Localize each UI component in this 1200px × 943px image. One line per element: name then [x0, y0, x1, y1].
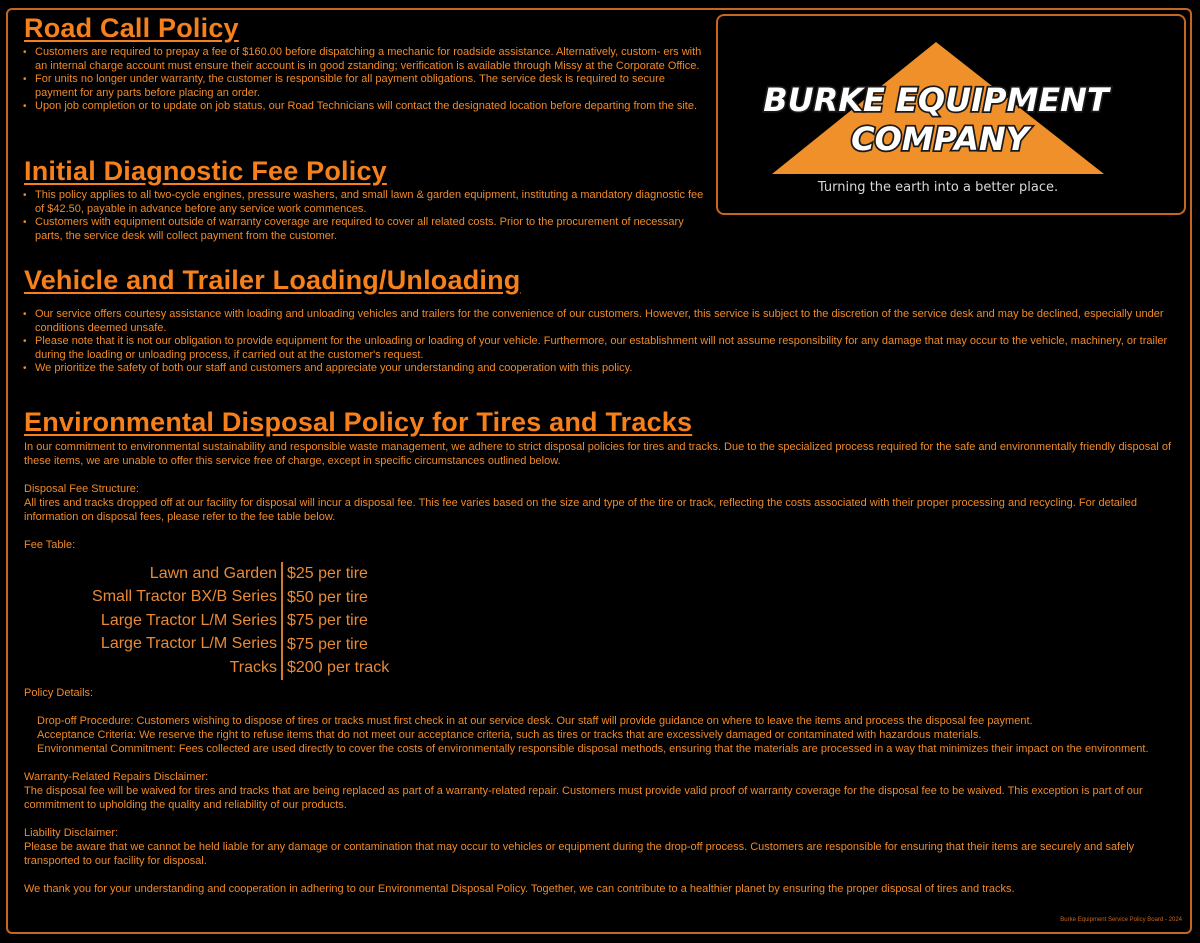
list-item: • Upon job completion or to update on job status, our Road Technicians will contact the designated location before departing from the site.	[24, 100, 710, 114]
logo-line2: COMPANY	[851, 120, 1029, 158]
policy-detail: Drop-off Procedure: Customers wishing to dispose of tires or tracks must first check in at our service desk. Our staff will provide guidance on where to leave the items and process the disposal fee payment.	[37, 715, 1033, 727]
fee-category: Small Tractor BX/B Series	[92, 588, 277, 606]
warranty-heading: Warranty-Related Repairs Disclaimer:	[24, 771, 209, 783]
fee-category: Large Tractor L/M Series	[100, 635, 277, 653]
fee-price: $25 per tire	[281, 562, 368, 586]
loading-section	[24, 264, 1174, 376]
policy-details-heading: Policy Details:	[24, 687, 94, 699]
closing-text: We thank you for your understanding and cooperation in adhering to our Environmental Disposal Policy. Together, we can contribute to a healthier planet by ensuring the proper disposal of tires and tracks.	[24, 883, 1015, 895]
fee-structure-heading: Disposal Fee Structure:	[24, 483, 139, 495]
road-call-list	[24, 46, 710, 114]
list-item: • This policy applies to all two-cycle engines, pressure washers, and small lawn & garden equipment, instituting a mandatory diagnostic fee of $42.50, payable in advance before any service work commences.	[24, 189, 710, 216]
fee-price: $200 per track	[281, 656, 389, 680]
environmental-intro: In our commitment to environmental sustainability and responsible waste management, we adhere to strict disposal policies for tires and tracks. Due to the specialized process required for the safe and environmentally friendly disposal of these items, we are unable to offer this service free of charge, except in specific circumstances outlined below.	[24, 441, 1172, 467]
fee-row	[24, 633, 389, 657]
fee-row	[24, 609, 389, 633]
list-item: • Please note that it is not our obligation to provide equipment for the unloading or loading of your vehicle. Furthermore, our establishment will not assume responsibility for any damage that may occur to the vehicle, machinery, or trailer during the loading or unloading process, if carried out at the customer's request.	[24, 335, 1174, 362]
fee-category: Lawn and Garden	[149, 564, 277, 582]
road-call-title: Road Call Policy	[24, 13, 239, 43]
loading-list	[24, 308, 1174, 376]
footer-credit: Burke Equipment Service Policy Board - 2024	[1060, 917, 1182, 923]
fee-category: Tracks	[229, 658, 277, 676]
fee-row	[24, 586, 389, 610]
fee-category: Large Tractor L/M Series	[100, 611, 277, 629]
list-item: • Customers with equipment outside of warranty coverage are required to cover all related costs. Prior to the procurement of necessary parts, the service desk will collect payment from the customer.	[24, 216, 710, 243]
environmental-section	[24, 406, 1179, 552]
liability-text: Please be aware that we cannot be held liable for any damage or contamination that may occur to vehicles or equipment during the drop-off process. Customers are responsible for ensuring that their items are securely and safely transported to our facility for disposal.	[24, 841, 1135, 867]
diagnostic-list	[24, 189, 710, 243]
list-item: • We prioritize the safety of both our staff and customers and appreciate your understanding and cooperation with this policy.	[24, 362, 1174, 376]
liability-heading: Liability Disclaimer:	[24, 827, 119, 839]
policy-detail: Environmental Commitment: Fees collected are used directly to cover the costs of environmentally responsible disposal methods, ensuring that the materials are processed in a way that minimizes their impact on the environment.	[37, 743, 1149, 755]
diagnostic-title: Initial Diagnostic Fee Policy	[24, 156, 387, 186]
fee-structure-text: All tires and tracks dropped off at our facility for disposal will incur a disposal fee. This fee varies based on the size and type of the tire or track, reflecting the costs associated with their proper processing and recycling. For detailed information on disposal fees, please refer to the fee table below.	[24, 497, 1137, 523]
logo-line1: BURKE EQUIPMENT	[763, 81, 1109, 119]
fee-row	[24, 562, 389, 586]
list-item: • For units no longer under warranty, the customer is responsible for all payment obligations. The service desk is required to secure payment for any parts before placing an order.	[24, 73, 710, 100]
fee-table-heading: Fee Table:	[24, 539, 76, 551]
fee-price: $50 per tire	[281, 586, 368, 610]
fee-table	[24, 562, 389, 680]
logo-tagline: Turning the earth into a better place.	[817, 180, 1059, 195]
fee-row	[24, 656, 389, 680]
policy-details-section	[24, 686, 1179, 896]
loading-title: Vehicle and Trailer Loading/Unloading	[24, 265, 521, 295]
policy-detail: Acceptance Criteria: We reserve the right to refuse items that do not meet our acceptance criteria, such as tires or tracks that are excessively damaged or contaminated with hazardous materials.	[37, 729, 982, 741]
environmental-title: Environmental Disposal Policy for Tires and Tracks	[24, 407, 693, 437]
list-item: • Our service offers courtesy assistance with loading and unloading vehicles and trailers for the convenience of our customers. However, this service is subject to the discretion of the service desk and may be declined, especially under conditions deemed unsafe.	[24, 308, 1174, 335]
logo-panel	[716, 14, 1186, 215]
fee-price: $75 per tire	[281, 609, 368, 633]
company-logo	[718, 16, 1184, 213]
road-call-section	[24, 12, 710, 114]
fee-price: $75 per tire	[281, 633, 368, 657]
diagnostic-section	[24, 155, 710, 243]
warranty-text: The disposal fee will be waived for tires and tracks that are being replaced as part of a warranty-related repair. Customers must provide valid proof of warranty coverage for the disposal fee to be waived. This exception is part of our commitment to upholding the quality and reliability of our products.	[24, 785, 1143, 811]
list-item: • Customers are required to prepay a fee of $160.00 before dispatching a mechanic for roadside assistance. Alternatively, custom- ers with an internal charge account must ensure their account is in good zstanding; verification is available through Missy at the Corporate Office.	[24, 46, 710, 73]
